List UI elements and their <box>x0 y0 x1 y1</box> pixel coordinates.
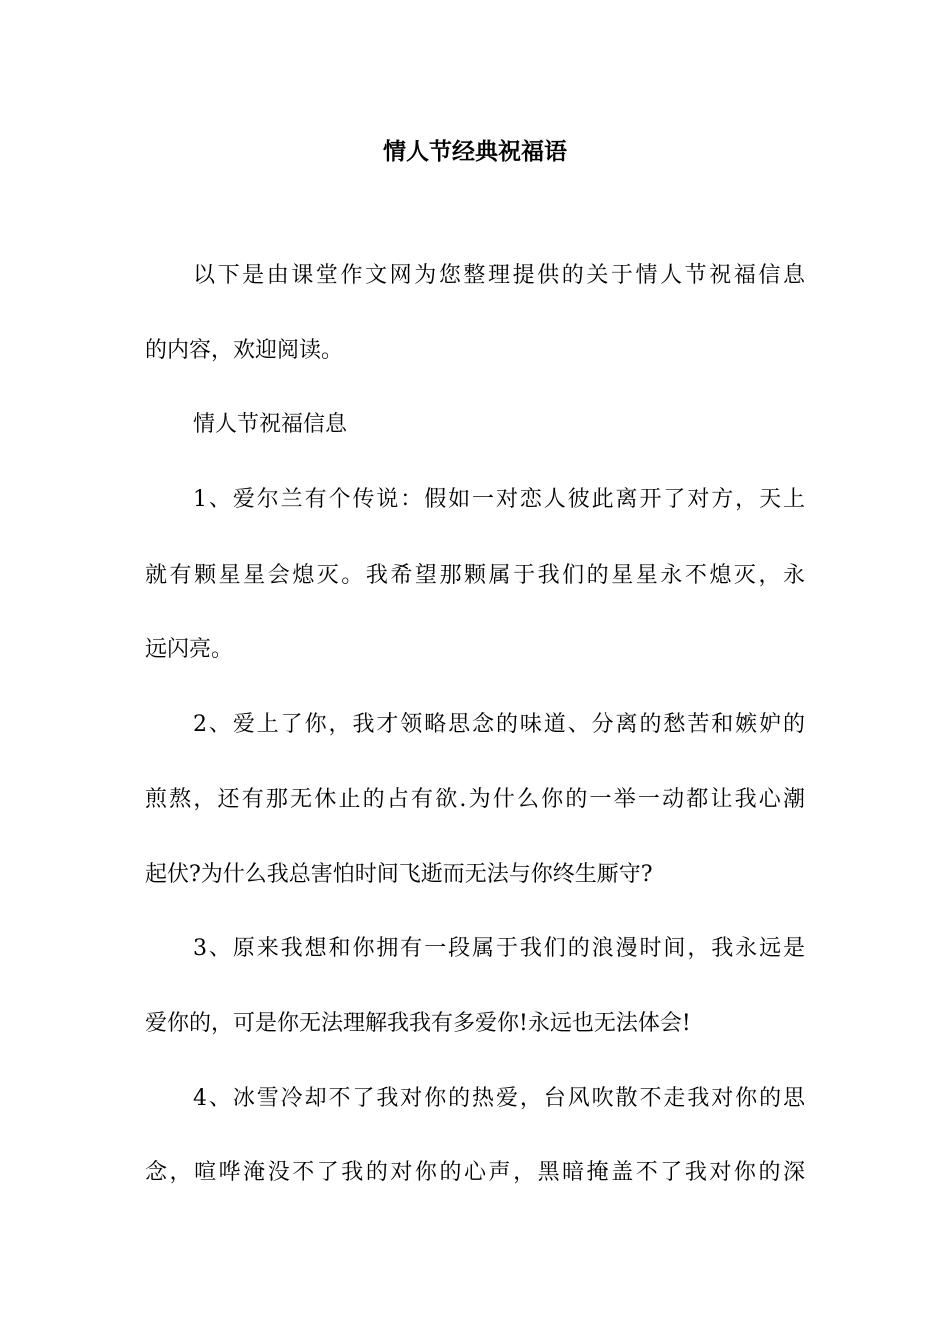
paragraph-line: 3、原来我想和你拥有一段属于我们的浪漫时间，我永远是 <box>193 936 805 961</box>
paragraph-line: 4、冰雪冷却不了我对你的热爱，台风吹散不走我对你的思 <box>193 1086 805 1111</box>
paragraph-line: 以下是由课堂作文网为您整理提供的关于情人节祝福信息 <box>193 263 805 288</box>
paragraph-line: 的内容，欢迎阅读。 <box>145 338 344 363</box>
paragraph-line: 起伏?为什么我总害怕时间飞逝而无法与你终生厮守? <box>145 862 653 887</box>
paragraph-line: 爱你的，可是你无法理解我我有多爱你!永远也无法体会! <box>145 1011 691 1036</box>
paragraph-line: 远闪亮。 <box>145 637 234 662</box>
paragraph-line: 2、爱上了你，我才领略思念的味道、分离的愁苦和嫉妒的 <box>193 712 805 737</box>
paragraph-line: 念，喧哗淹没不了我的对你的心声，黑暗掩盖不了我对你的深 <box>145 1160 805 1185</box>
paragraph-line: 就有颗星星会熄灭。我希望那颗属于我们的星星永不熄灭，永 <box>145 563 805 588</box>
paragraph-line: 煎熬，还有那无休止的占有欲.为什么你的一举一动都让我心潮 <box>145 787 805 812</box>
paragraph-line: 1、爱尔兰有个传说：假如一对恋人彼此离开了对方，天上 <box>193 487 805 512</box>
section-heading: 情人节祝福信息 <box>193 412 348 437</box>
document-title: 情人节经典祝福语 <box>383 139 567 165</box>
